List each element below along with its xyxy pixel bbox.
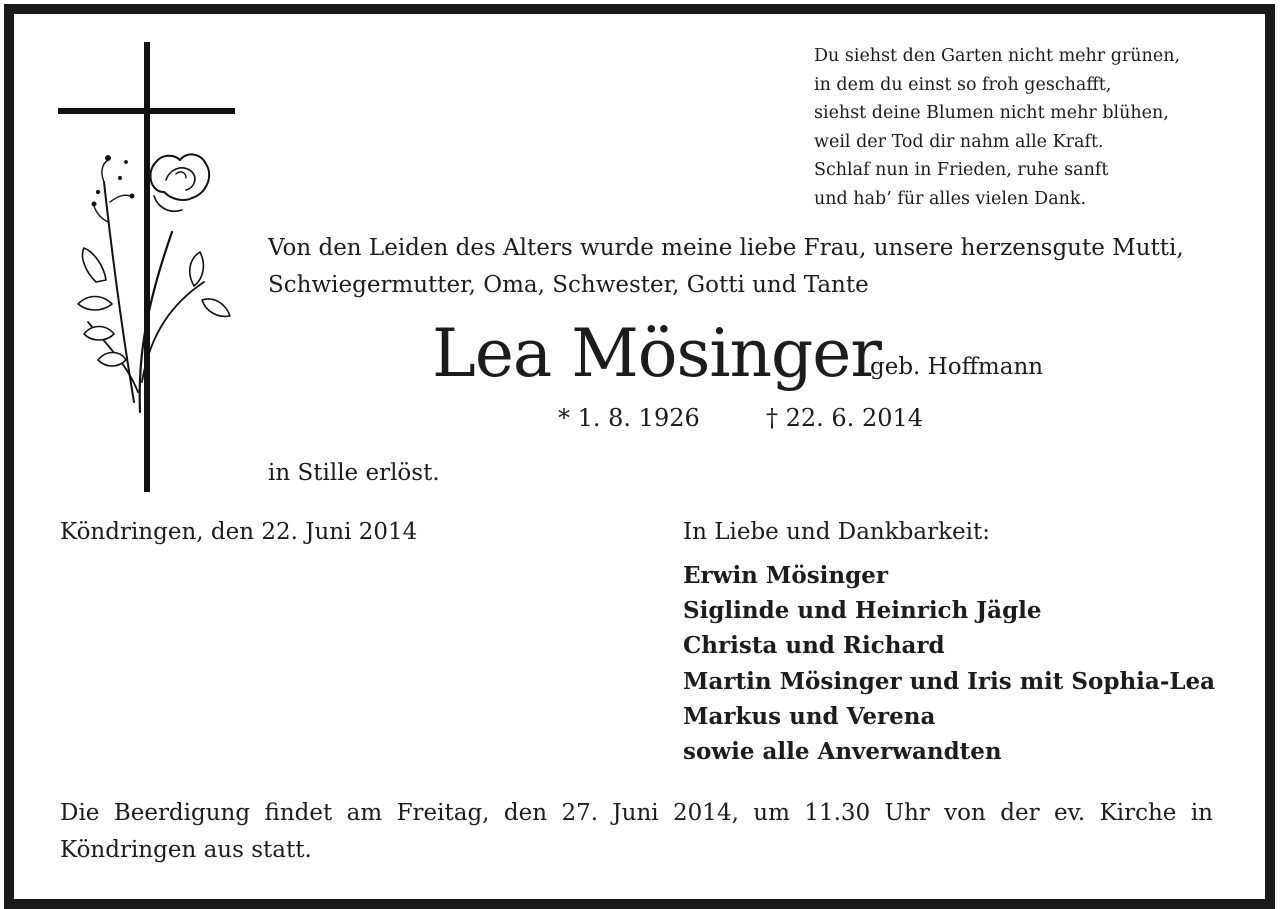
mourner-entry: Markus und Verena [683,702,936,730]
place-date: Köndringen, den 22. Juni 2014 [60,519,418,545]
poem-line: in dem du einst so froh geschafft, [814,74,1112,95]
poem-line: Schlaf nun in Frieden, ruhe sanft [814,160,1109,180]
mourner-entry: Christa und Richard [683,632,945,660]
poem-line: Du siehst den Garten nicht mehr grünen, [814,46,1181,66]
poem-line: und hab’ für alles vielen Dank. [814,188,1087,209]
funeral-notice: Die Beerdigung findet am Freitag, den 27. Juni 2014, um 11.30 Uhr von der ev. Kirche in Köndringen aus statt. [60,800,1213,863]
mourner-entry: sowie alle Anverwandten [683,738,1002,766]
mourner-entry: Siglinde und Heinrich Jägle [683,597,1042,625]
maiden-name: geb. Hoffmann [870,354,1044,380]
deceased-name: Lea Mösinger [432,315,881,392]
obituary-frame [4,4,1275,909]
death-date: † 22. 6. 2014 [766,404,924,432]
mourner-entry: Erwin Mösinger [683,562,888,589]
mourner-entry: Martin Mösinger und Iris mit Sophia-Lea [683,667,1216,695]
cross-with-rose-icon [54,42,254,497]
birth-date: * 1. 8. 1926 [558,404,700,432]
closing-text: in Stille erlöst. [268,460,440,486]
intro-line-2: Schwiegermutter, Oma, Schwester, Gotti und Tante [268,272,869,298]
memorial-poem [814,42,1180,213]
intro-line-1: Von den Leiden des Alters wurde meine liebe Frau, unsere herzensgute Mutti, [268,235,1184,261]
intro-text [268,230,1184,304]
thanks-label: In Liebe und Dankbarkeit: [683,519,990,545]
mourners-list [683,558,1215,769]
poem-line: weil der Tod dir nahm alle Kraft. [814,131,1104,152]
poem-line: siehst deine Blumen nicht mehr blühen, [814,103,1169,123]
